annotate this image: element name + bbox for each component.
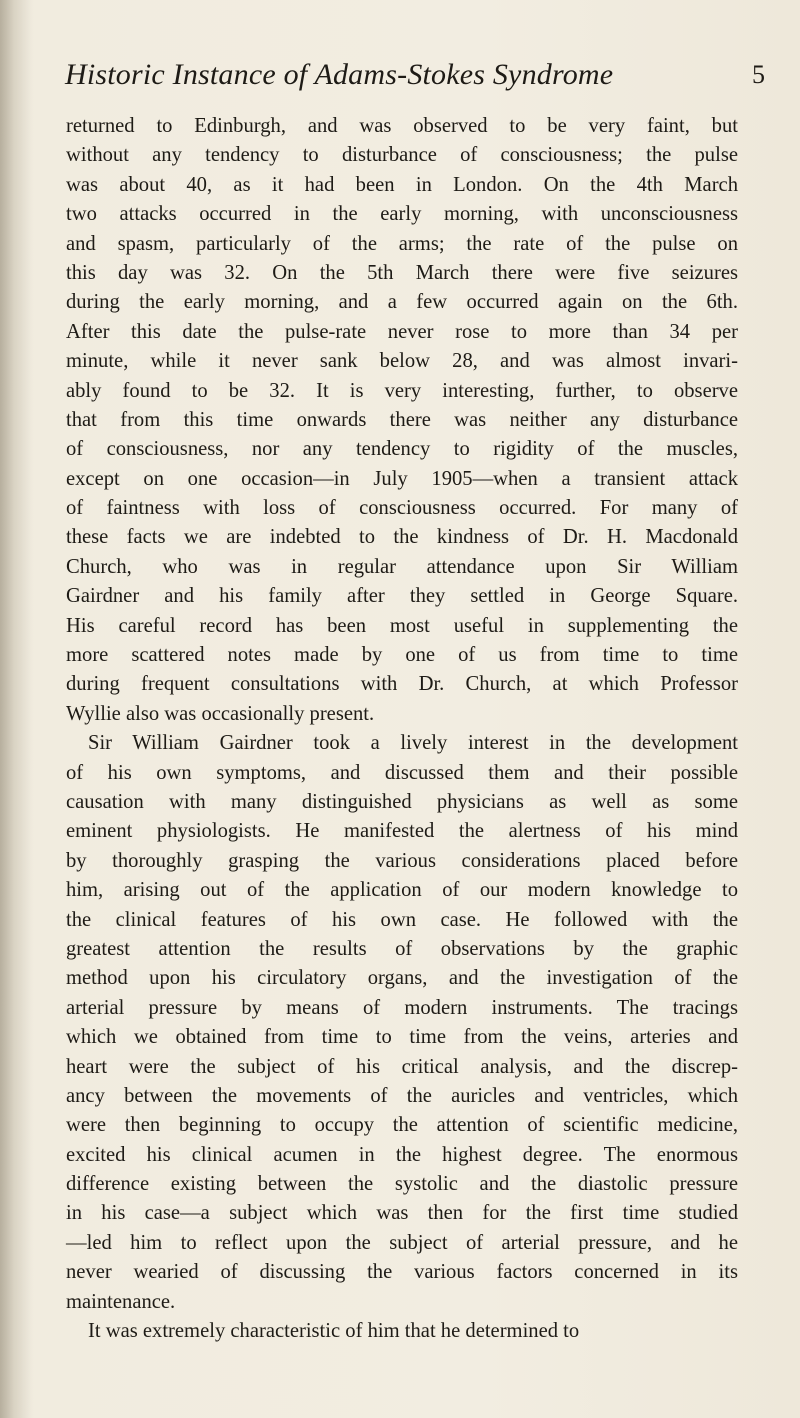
text-line: of faintness with loss of consciousness occurred. For many of [66, 497, 738, 520]
text-line: heart were the subject of his critical analysis, and the discrep- [66, 1055, 738, 1078]
text-line: eminent physiologists. He manifested the alertness of his mind [66, 820, 738, 843]
text-line: returned to Edinburgh, and was observed to be very faint, but [66, 115, 738, 137]
text-line: in his case—a subject which was then for the first time studied [66, 1202, 738, 1225]
text-line: which we obtained from time to time from the veins, arteries and [66, 1026, 738, 1049]
text-line: Church, who was in regular attendance upon Sir William [66, 555, 738, 578]
paragraph-end-line: maintenance. [66, 1290, 176, 1313]
text-line: minute, while it never sank below 28, and was almost invari- [66, 350, 738, 373]
text-line: arterial pressure by means of modern instruments. The tracings [66, 996, 738, 1019]
text-line: Gairdner and his family after they settled in George Square. [66, 585, 738, 608]
text-line: him, arising out of the application of our modern knowledge to [66, 879, 738, 902]
binding-shadow [0, 0, 34, 1418]
text-line: and spasm, particularly of the arms; the rate of the pulse on [66, 232, 738, 255]
text-line: more scattered notes made by one of us from time to time [66, 644, 738, 667]
text-line: never wearied of discussing the various factors concerned in its [66, 1261, 738, 1284]
text-line: excited his clinical acumen in the highest degree. The enormous [66, 1143, 738, 1166]
text-line: except on one occasion—in July 1905—when a transient attack [66, 467, 738, 490]
text-line: ancy between the movements of the auricles and ventricles, which [66, 1084, 738, 1107]
page-header [65, 58, 765, 98]
text-line: during the early morning, and a few occurred again on the 6th. [66, 291, 738, 314]
text-line: two attacks occurred in the early morning, with unconsciousness [66, 203, 738, 226]
text-line: causation with many distinguished physicians as well as some [66, 790, 738, 813]
paragraph-start-line: Sir William Gairdner took a lively interest in the development [88, 732, 738, 755]
page-number: 5 [752, 60, 765, 89]
text-line: was about 40, as it had been in London. On the 4th March [66, 173, 738, 196]
text-line: ably found to be 32. It is very interesting, further, to observe [66, 379, 738, 402]
text-line: —led him to reflect upon the subject of arterial pressure, and he [66, 1231, 738, 1254]
running-title: Historic Instance of Adams-Stokes Syndrome [65, 58, 614, 91]
text-line: during frequent consultations with Dr. Church, at which Professor [66, 673, 738, 696]
text-line: were then beginning to occupy the attention of scientific medicine, [66, 1114, 738, 1137]
body-text [66, 112, 738, 1346]
text-line: difference existing between the systolic and the diastolic pressure [66, 1173, 738, 1196]
text-line: of his own symptoms, and discussed them and their possible [66, 761, 738, 784]
paragraph-end-line: Wyllie also was occasionally present. [66, 702, 375, 725]
text-line: this day was 32. On the 5th March there were five seizures [66, 261, 738, 284]
paragraph-start-line: It was extremely characteristic of him that he determined to [88, 1320, 580, 1343]
text-line: method upon his circulatory organs, and the investigation of the [66, 967, 738, 990]
text-line: these facts we are indebted to the kindness of Dr. H. Macdonald [66, 526, 738, 549]
text-line: that from this time onwards there was neither any disturbance [66, 408, 738, 431]
text-line: His careful record has been most useful in supplementing the [66, 614, 738, 637]
text-line: by thoroughly grasping the various considerations placed before [66, 849, 738, 872]
text-line: without any tendency to disturbance of consciousness; the pulse [66, 144, 738, 167]
text-line: of consciousness, nor any tendency to rigidity of the muscles, [66, 438, 738, 461]
text-line: After this date the pulse-rate never rose to more than 34 per [66, 320, 738, 343]
text-line: greatest attention the results of observations by the graphic [66, 937, 738, 960]
text-line: the clinical features of his own case. He followed with the [66, 908, 738, 931]
